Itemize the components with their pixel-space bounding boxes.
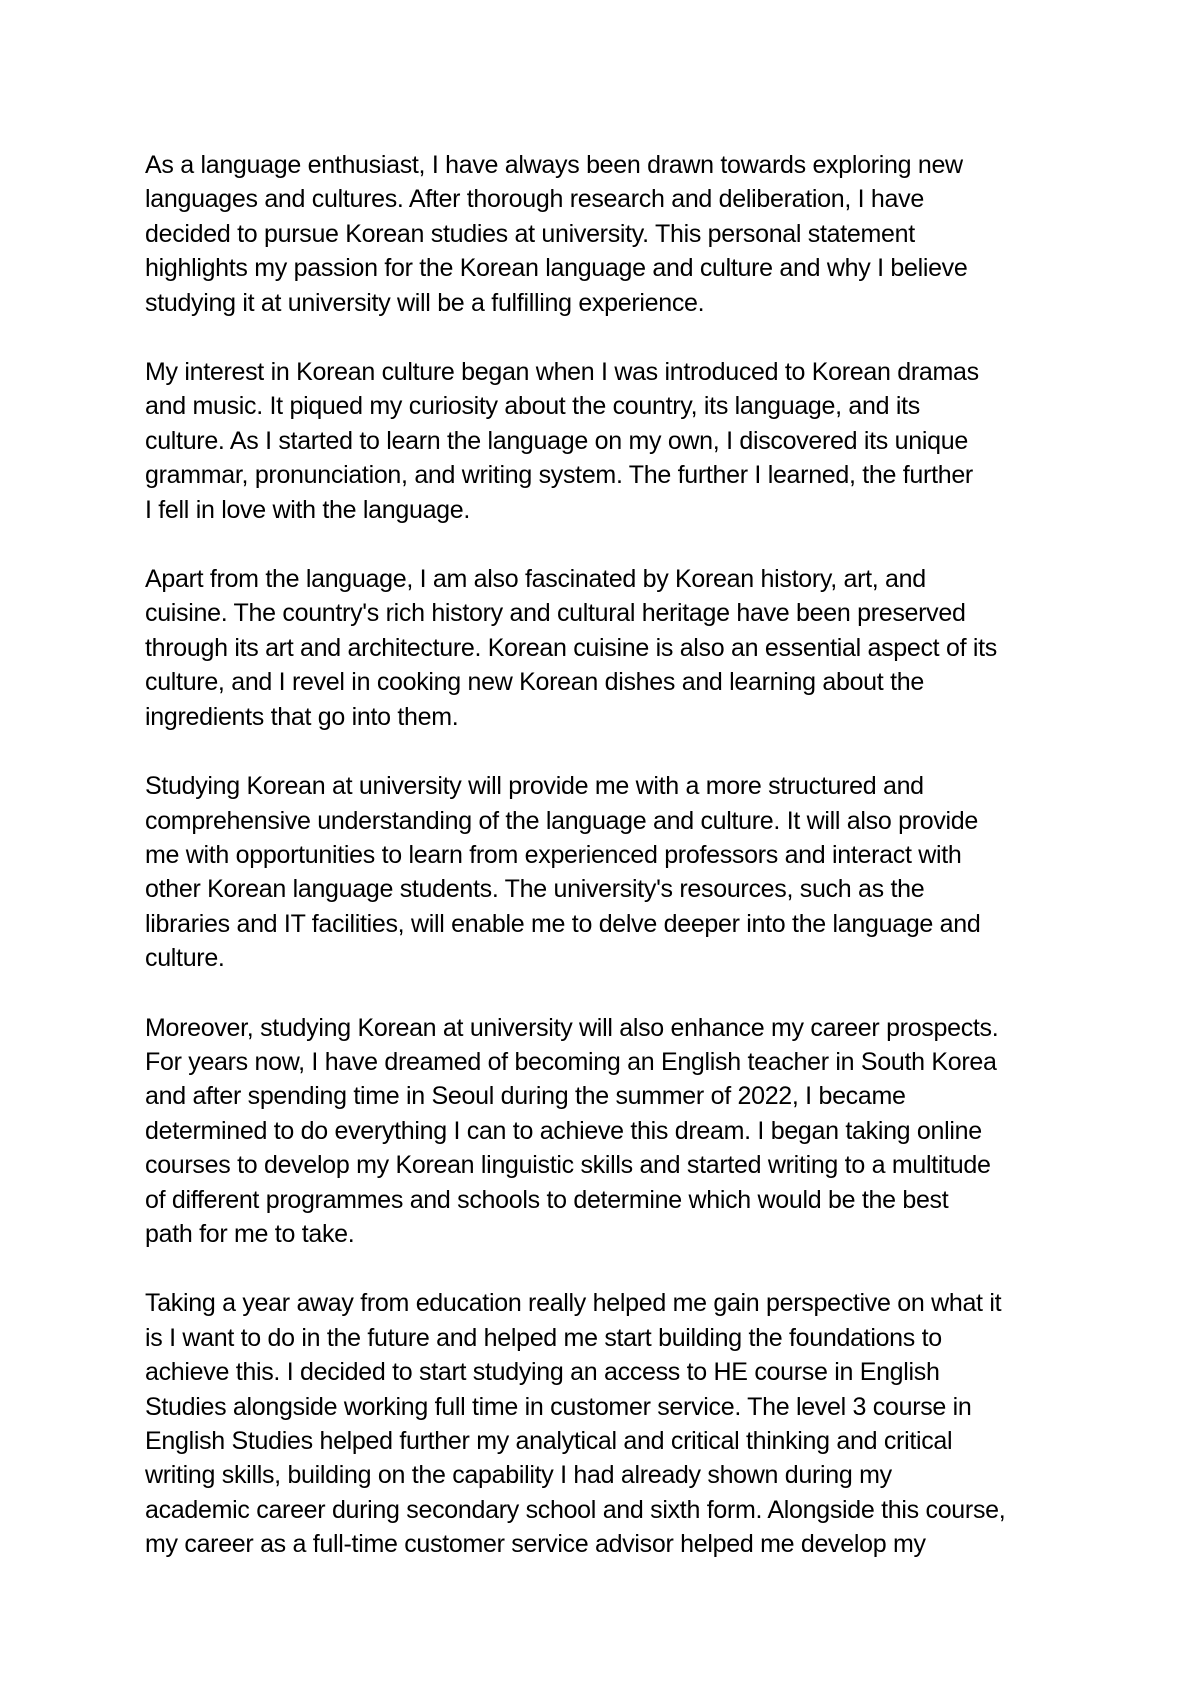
paragraph-interest	[145, 355, 1075, 527]
text-line: and music. It piqued my curiosity about the country, its language, and its	[145, 392, 920, 421]
text-line: me with opportunities to learn from experienced professors and interact with	[145, 840, 962, 869]
text-line: path for me to take.	[145, 1219, 355, 1248]
paragraph-intro	[145, 148, 1075, 320]
text-line: other Korean language students. The university's resources, such as the	[145, 875, 925, 904]
text-line: languages and cultures. After thorough research and deliberation, I have	[145, 185, 924, 214]
text-line: My interest in Korean culture began when I was introduced to Korean dramas	[145, 358, 979, 387]
text-line: culture. As I started to learn the language on my own, I discovered its unique	[145, 426, 968, 455]
text-line: comprehensive understanding of the language and culture. It will also provide	[145, 806, 978, 835]
text-line: cuisine. The country's rich history and cultural heritage have been preserved	[145, 599, 966, 628]
text-line: studying it at university will be a fulfilling experience.	[145, 288, 705, 317]
paragraph-gap-year	[145, 1286, 1075, 1561]
text-line: I fell in love with the language.	[145, 495, 471, 524]
text-line: Taking a year away from education really helped me gain perspective on what it	[145, 1289, 1002, 1318]
text-line: writing skills, building on the capability I had already shown during my	[145, 1461, 892, 1490]
text-line: culture, and I revel in cooking new Korean dishes and learning about the	[145, 668, 924, 697]
text-line: Apart from the language, I am also fascinated by Korean history, art, and	[145, 565, 926, 594]
text-line: courses to develop my Korean linguistic skills and started writing to a multitude	[145, 1151, 991, 1180]
text-line: academic career during secondary school and sixth form. Alongside this course,	[145, 1495, 1006, 1524]
text-line: and after spending time in Seoul during the summer of 2022, I became	[145, 1082, 906, 1111]
text-line: ingredients that go into them.	[145, 702, 459, 731]
text-line: Studying Korean at university will provide me with a more structured and	[145, 772, 924, 801]
text-line: through its art and architecture. Korean cuisine is also an essential aspect of its	[145, 633, 997, 662]
text-line: grammar, pronunciation, and writing system. The further I learned, the further	[145, 461, 973, 490]
text-line: culture.	[145, 944, 225, 973]
text-line: my career as a full-time customer service advisor helped me develop my	[145, 1530, 926, 1559]
text-line: Studies alongside working full time in customer service. The level 3 course in	[145, 1392, 972, 1421]
text-line: For years now, I have dreamed of becoming an English teacher in South Korea	[145, 1047, 997, 1076]
text-line: achieve this. I decided to start studying an access to HE course in English	[145, 1358, 940, 1387]
text-line: highlights my passion for the Korean language and culture and why I believe	[145, 254, 968, 283]
text-line: English Studies helped further my analytical and critical thinking and critical	[145, 1427, 953, 1455]
text-line: decided to pursue Korean studies at university. This personal statement	[145, 219, 915, 248]
paragraph-career	[145, 1011, 1075, 1252]
text-line: is I want to do in the future and helped me start building the foundations to	[145, 1323, 942, 1352]
document-body	[145, 148, 1075, 1562]
text-line: Moreover, studying Korean at university will also enhance my career prospects.	[145, 1013, 999, 1042]
text-line: As a language enthusiast, I have always been drawn towards exploring new	[145, 151, 963, 179]
paragraph-history-art	[145, 562, 1075, 734]
paragraph-university	[145, 769, 1075, 975]
text-line: determined to do everything I can to achieve this dream. I began taking online	[145, 1116, 982, 1145]
text-line: libraries and IT facilities, will enable me to delve deeper into the language and	[145, 909, 981, 938]
text-line: of different programmes and schools to determine which would be the best	[145, 1185, 949, 1214]
